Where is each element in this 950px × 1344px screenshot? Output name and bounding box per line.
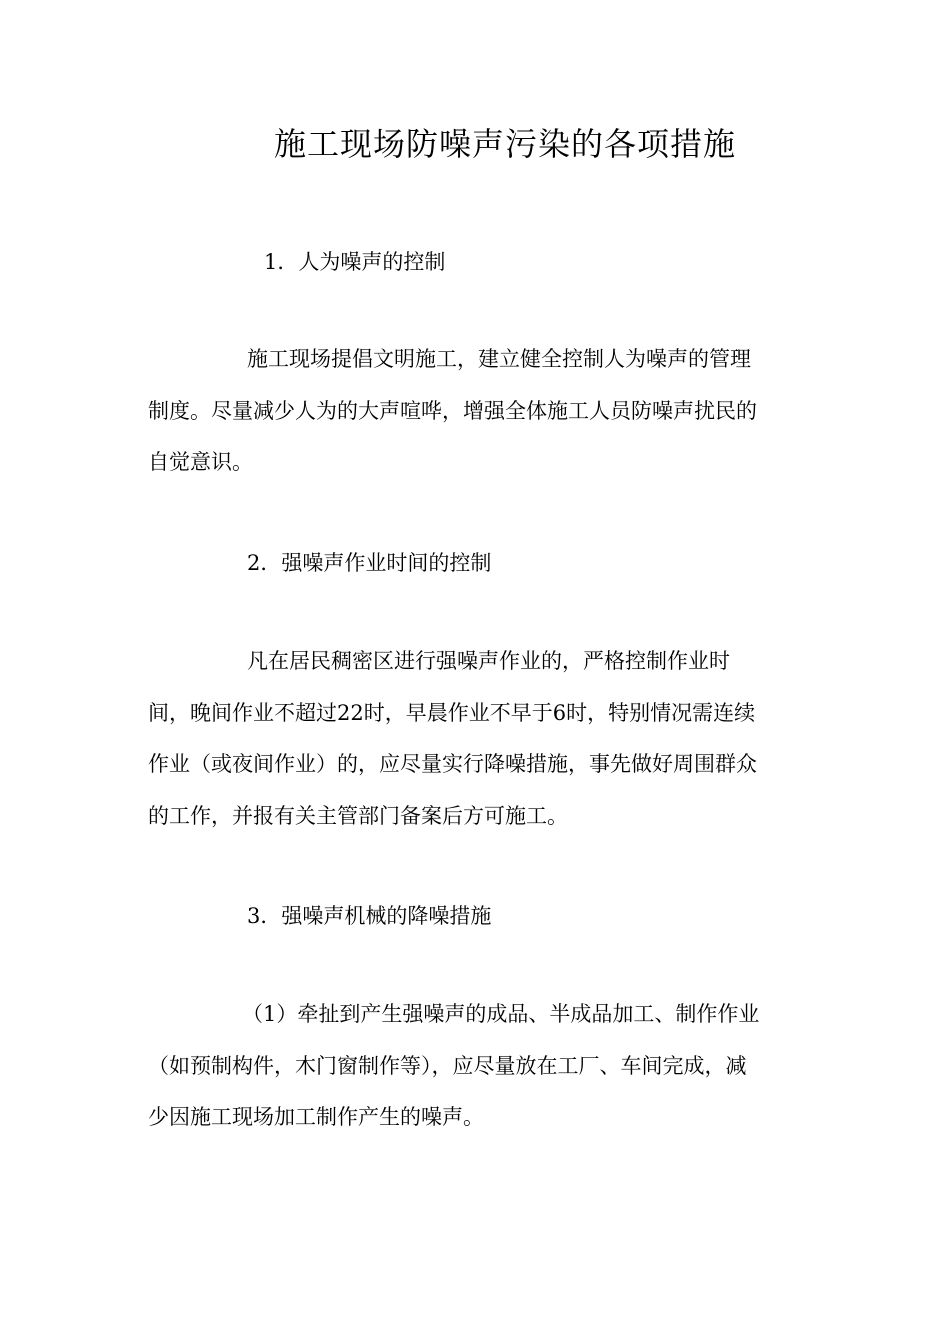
paragraph-line: 的工作，并报有关主管部门备案后方可施工。 bbox=[148, 803, 568, 828]
paragraph-line: 制度。尽量减少人为的大声喧哗，增强全体施工人员防噪声扰民的 bbox=[148, 398, 757, 423]
paragraph-line: 少因施工现场加工制作产生的噪声。 bbox=[148, 1105, 484, 1129]
section-heading-3: 3．强噪声机械的降噪措施 bbox=[247, 904, 492, 928]
paragraph-line: 自觉意识。 bbox=[148, 450, 253, 474]
paragraph-line: （如预制构件，木门窗制作等），应尽量放在工厂、车间完成，减 bbox=[148, 1053, 747, 1078]
paragraph-line: （1）牵扯到产生强噪声的成品、半成品加工、制作作业 bbox=[242, 1002, 760, 1026]
section-paragraph-2 bbox=[148, 636, 808, 842]
paragraph-line: 间，晚间作业不超过22时，早晨作业不早于6时，特别情况需连续 bbox=[148, 700, 756, 725]
section-paragraph-3 bbox=[148, 989, 808, 1144]
section-paragraph-1 bbox=[148, 334, 808, 489]
paragraph-line: 作业（或夜间作业）的，应尽量实行降噪措施，事先做好周围群众 bbox=[148, 752, 757, 776]
document-title: 施工现场防噪声污染的各项措施 bbox=[273, 125, 736, 163]
section-heading-2: 2．强噪声作业时间的控制 bbox=[247, 551, 492, 575]
paragraph-line: 施工现场提倡文明施工，建立健全控制人为噪声的管理 bbox=[247, 347, 751, 371]
section-heading-1: 1．人为噪声的控制 bbox=[264, 250, 446, 274]
paragraph-line: 凡在居民稠密区进行强噪声作业的，严格控制作业时 bbox=[247, 649, 730, 673]
